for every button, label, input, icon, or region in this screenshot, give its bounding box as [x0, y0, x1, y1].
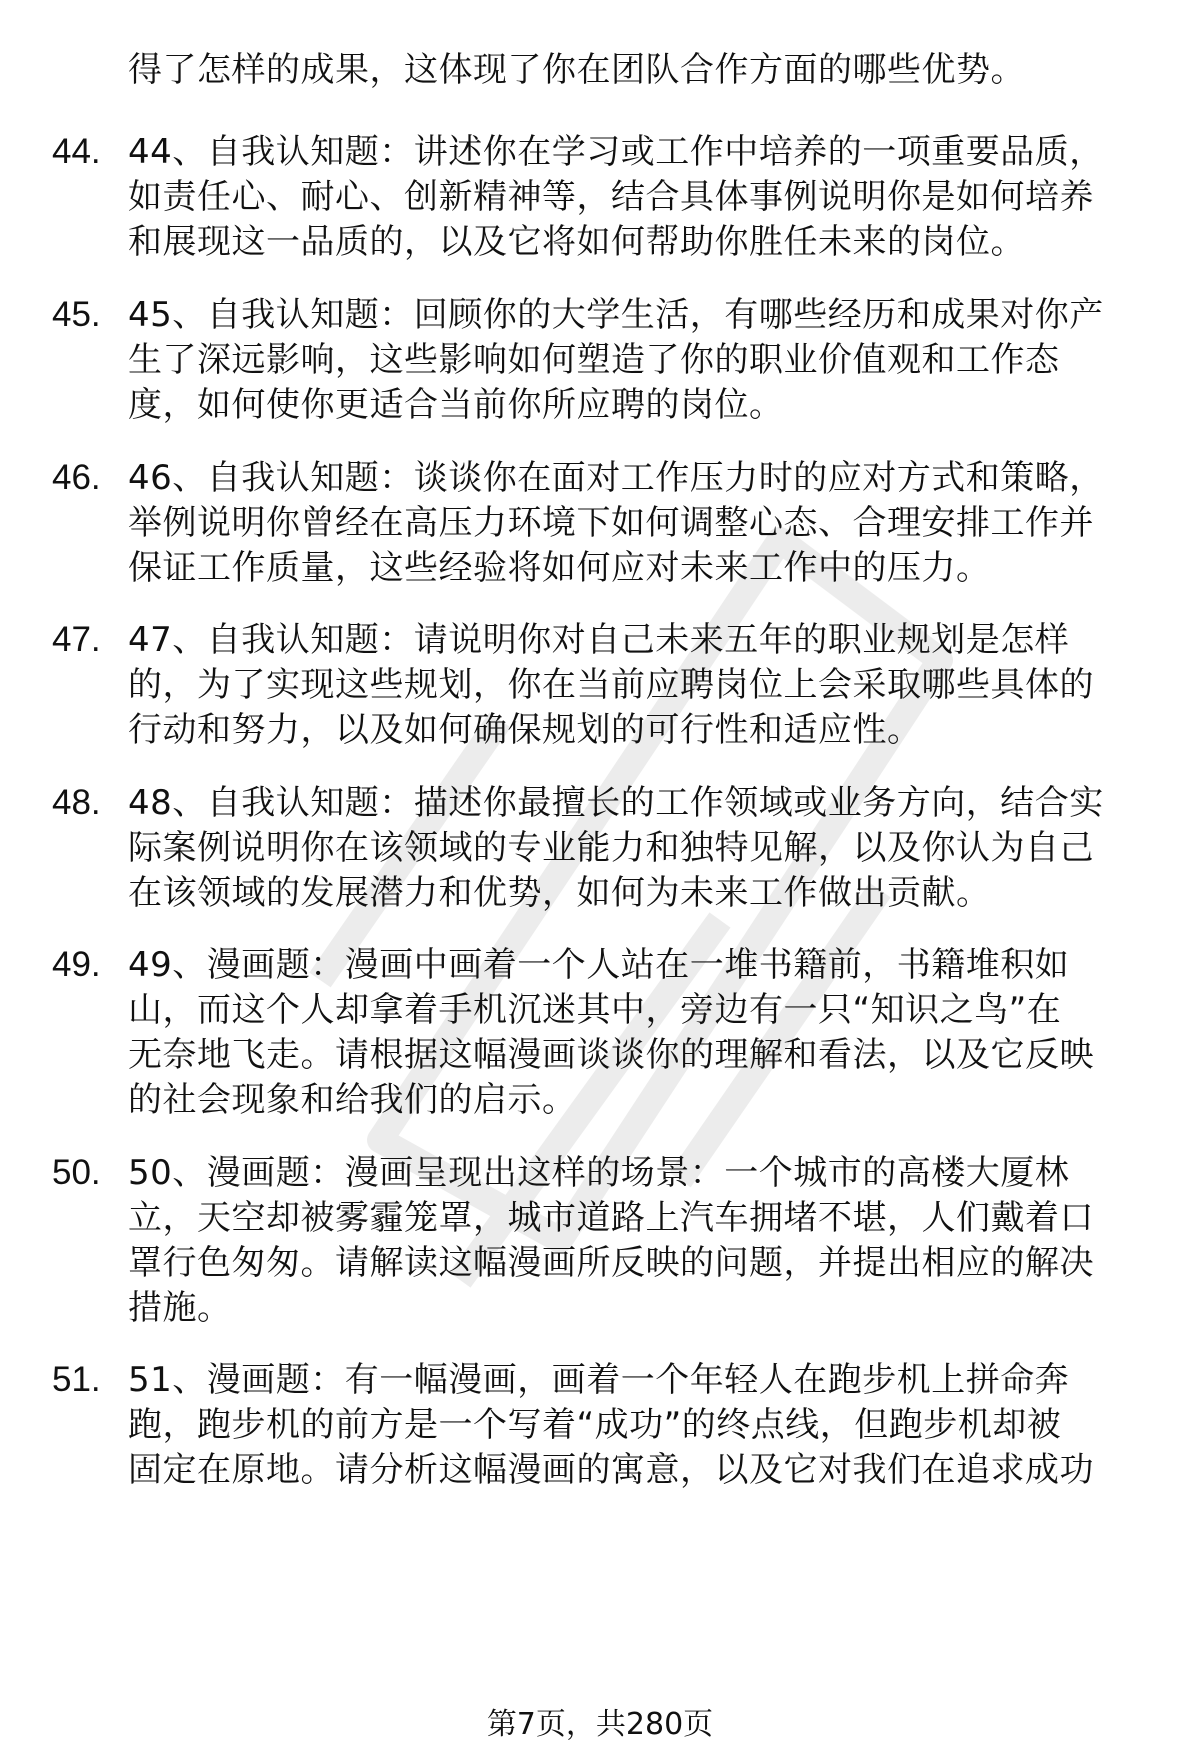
item-line: 罩行色匆匆。请解读这幅漫画所反映的问题，并提出相应的解决 [128, 1243, 1094, 1283]
item-line: 生了深远影响，这些影响如何塑造了你的职业价值观和工作态 [128, 340, 1060, 380]
item-line: 49、漫画题：漫画中画着一个人站在一堆书籍前，书籍堆积如 [128, 945, 1070, 985]
item-line: 措施。 [128, 1288, 232, 1328]
item-number: 47. [52, 620, 101, 659]
item-line: 行动和努力，以及如何确保规划的可行性和适应性。 [128, 710, 922, 750]
item-number: 51. [52, 1360, 101, 1399]
item-number: 50. [52, 1153, 101, 1192]
item-line: 际案例说明你在该领域的专业能力和独特见解，以及你认为自己 [128, 828, 1094, 868]
item-line: 47、自我认知题：请说明你对自己未来五年的职业规划是怎样 [128, 620, 1070, 660]
item-line: 保证工作质量，这些经验将如何应对未来工作中的压力。 [128, 548, 991, 588]
item-number: 49. [52, 945, 101, 984]
item-line: 48、自我认知题：描述你最擅长的工作领域或业务方向，结合实 [128, 783, 1104, 823]
item-line: 51、漫画题：有一幅漫画，画着一个年轻人在跑步机上拼命奔 [128, 1360, 1070, 1400]
item-number: 48. [52, 783, 101, 822]
item-line: 44、自我认知题：讲述你在学习或工作中培养的一项重要品质， [128, 132, 1104, 172]
item-number: 46. [52, 458, 101, 497]
item-number: 44. [52, 132, 101, 171]
continuation-text: 得了怎样的成果，这体现了你在团队合作方面的哪些优势。 [128, 50, 1025, 90]
item-line: 45、自我认知题：回顾你的大学生活，有哪些经历和成果对你产 [128, 295, 1104, 335]
item-line: 的，为了实现这些规划，你在当前应聘岗位上会采取哪些具体的 [128, 665, 1094, 705]
item-line: 山，而这个人却拿着手机沉迷其中，旁边有一只“知识之鸟”在 [128, 990, 1062, 1030]
page-footer: 第7页，共280页 [486, 1707, 714, 1742]
item-line: 50、漫画题：漫画呈现出这样的场景：一个城市的高楼大厦林 [128, 1153, 1070, 1193]
item-line: 固定在原地。请分析这幅漫画的寓意，以及它对我们在追求成功 [128, 1450, 1094, 1490]
item-line: 46、自我认知题：谈谈你在面对工作压力时的应对方式和策略， [128, 458, 1104, 498]
item-line: 立，天空却被雾霾笼罩，城市道路上汽车拥堵不堪，人们戴着口 [128, 1198, 1094, 1238]
item-line: 无奈地飞走。请根据这幅漫画谈谈你的理解和看法，以及它反映 [128, 1035, 1094, 1075]
item-line: 举例说明你曾经在高压力环境下如何调整心态、合理安排工作并 [128, 503, 1094, 543]
item-line: 跑，跑步机的前方是一个写着“成功”的终点线，但跑步机却被 [128, 1405, 1062, 1445]
item-line: 度，如何使你更适合当前你所应聘的岗位。 [128, 385, 784, 425]
item-line: 如责任心、耐心、创新精神等，结合具体事例说明你是如何培养 [128, 177, 1094, 217]
item-line: 和展现这一品质的，以及它将如何帮助你胜任未来的岗位。 [128, 222, 1025, 262]
item-number: 45. [52, 295, 101, 334]
item-line: 的社会现象和给我们的启示。 [128, 1080, 577, 1120]
item-line: 在该领域的发展潜力和优势，如何为未来工作做出贡献。 [128, 873, 991, 913]
